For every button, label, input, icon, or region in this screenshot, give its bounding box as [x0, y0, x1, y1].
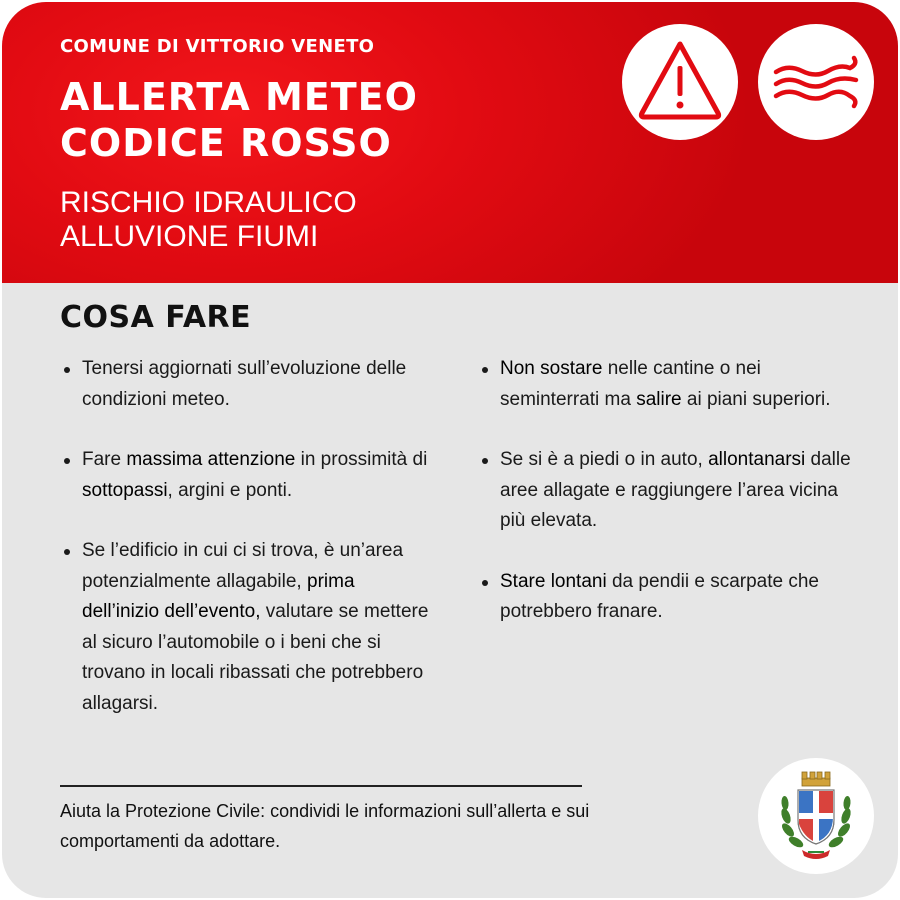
instruction-item: [60, 354, 430, 415]
instruction-item: [60, 445, 430, 506]
instruction-emphasis: sottopassi: [82, 479, 168, 501]
instructions-left-column: [60, 354, 430, 749]
instruction-emphasis: prima dell’inizio dell’evento,: [82, 570, 355, 622]
alert-subtitle-line: ALLUVIONE FIUMI: [60, 220, 319, 253]
instructions-right-column: [478, 354, 858, 658]
alert-title-line: ALLERTA METEO: [60, 75, 418, 119]
footer-divider: [60, 785, 582, 787]
instruction-item: [478, 567, 858, 628]
instruction-emphasis: Stare lontani: [500, 570, 607, 592]
instruction-item: [478, 354, 858, 415]
warning-triangle-icon: [622, 24, 738, 140]
section-title: COSA FARE: [60, 300, 252, 335]
instruction-item: [60, 536, 430, 719]
instruction-emphasis: massima attenzione: [126, 449, 296, 470]
instruction-text: nelle cantine o nei seminterrati ma: [500, 358, 761, 410]
instruction-text: Tenersi aggiornati sull’evoluzione delle condizioni meteo.: [82, 358, 407, 410]
alert-subtitle-line: RISCHIO IDRAULICO: [60, 186, 357, 219]
instruction-text: dalle aree allagate e raggiungere l’area vicina più elevata.: [500, 449, 851, 531]
instruction-text: Se l’edificio in cui ci si trova, è un’area potenzialmente allagabile,: [82, 540, 404, 592]
instruction-emphasis: Non sostare: [500, 358, 603, 379]
instruction-item: [478, 445, 858, 537]
wind-icon: [758, 24, 874, 140]
instruction-text: da pendii e scarpate che potrebbero franare.: [500, 570, 819, 622]
alert-title-line: CODICE ROSSO: [60, 121, 392, 165]
instruction-text: valutare se mettere al sicuro l’automobile o i beni che si trovano in locali ribassati che potrebbero allagarsi.: [82, 601, 429, 714]
footer-note: Aiuta la Protezione Civile: condividi le informazioni sull’allerta e sui comportamenti da adottare.: [60, 801, 590, 851]
instruction-emphasis: allontanarsi: [708, 449, 806, 470]
alert-header: [2, 2, 898, 283]
instruction-text: ai piani superiori.: [681, 388, 831, 410]
instruction-emphasis: salire: [636, 388, 682, 410]
instruction-text: Fare: [82, 449, 127, 470]
alert-subtitle: [60, 186, 357, 254]
alert-card: [2, 2, 898, 898]
instruction-text: in prossimità di: [295, 449, 428, 470]
municipality-name: COMUNE DI VITTORIO VENETO: [60, 36, 375, 57]
instruction-text: , argini e ponti.: [167, 479, 293, 501]
municipal-crest-icon: [758, 758, 874, 874]
alert-title: [60, 74, 418, 166]
instruction-text: Se si è a piedi o in auto,: [500, 449, 709, 470]
